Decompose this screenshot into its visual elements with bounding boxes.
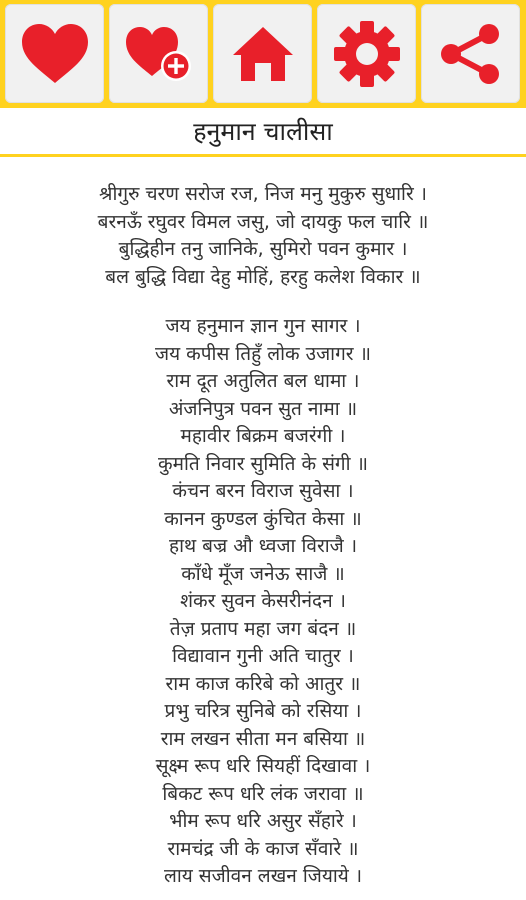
doha-stanza	[0, 181, 526, 291]
favorite-button[interactable]	[5, 4, 104, 103]
title-bar	[0, 108, 526, 154]
chaupai-line: अंजनिपुत्र पवन सुत नामा ॥	[168, 397, 358, 420]
home-icon	[231, 25, 295, 83]
chaupai-line: सूक्ष्म रूप धरि सियहीं दिखावा ।	[155, 755, 371, 777]
chaupai-line: रामचंद्र जी के काज सँवारे ॥	[167, 837, 359, 860]
add-favorite-button[interactable]	[109, 4, 208, 103]
chaupai-line: विद्यावान गुनी अति चातुर ।	[172, 645, 354, 667]
chaupai-line: राम काज करिबे को आतुर ॥	[165, 672, 361, 695]
share-icon	[439, 22, 503, 86]
doha-line: बल बुद्धि विद्या देहु मोहिं, हरहु कलेश विकार ॥	[105, 265, 421, 288]
settings-button[interactable]	[317, 4, 416, 103]
chaupai-line: बिकट रूप धरि लंक जरावा ॥	[162, 782, 364, 805]
chaupai-line: प्रभु चरित्र सुनिबे को रसिया ।	[164, 700, 362, 722]
chaupai-line: राम दूत अतुलित बल धामा ।	[166, 370, 360, 392]
lyrics-content[interactable]	[0, 157, 526, 900]
chaupai-line: कानन कुण्डल कुंचित केसा ॥	[164, 507, 362, 530]
chaupai-line: हाथ बज्र औ ध्वजा विराजै ।	[168, 535, 358, 557]
chaupai-line: महावीर बिक्रम बजरंगी ।	[180, 425, 346, 447]
doha-line: बरनऊँ रघुवर विमल जसु, जो दायकु फल चारि ॥	[97, 210, 429, 233]
chaupai-line: काँधे मूँज जनेऊ साजै ॥	[181, 562, 345, 585]
share-button[interactable]	[421, 4, 520, 103]
chaupai-line: जय कपीस तिहुँ लोक उजागर ॥	[155, 342, 371, 365]
heart-icon	[20, 23, 90, 85]
chaupai-line: भीम रूप धरि असुर सँहारे ।	[169, 810, 357, 832]
doha-line: श्रीगुरु चरण सरोज रज, निज मनु मुकुरु सुधारि ।	[99, 183, 427, 205]
chaupai-line: कंचन बरन विराज सुवेसा ।	[172, 480, 354, 502]
chaupai-line: तेज़ प्रताप महा जग बंदन ॥	[169, 617, 357, 640]
chaupai-line: राम लखन सीता मन बसिया ॥	[160, 727, 366, 750]
toolbar	[0, 0, 526, 108]
gear-icon	[332, 19, 402, 89]
chaupai-stanza	[0, 313, 526, 891]
doha-line: बुद्धिहीन तनु जानिके, सुमिरो पवन कुमार ।	[118, 238, 408, 260]
chaupai-line: कुमति निवार सुमिति के संगी ॥	[158, 452, 368, 475]
chaupai-line: लाय सजीवन लखन जियाये ।	[163, 865, 363, 887]
page-title: हनुमान चालीसा	[193, 117, 333, 146]
chaupai-line: शंकर सुवन केसरीनंदन ।	[180, 590, 346, 612]
heart-plus-icon	[124, 24, 194, 84]
chaupai-line: जय हनुमान ज्ञान गुन सागर ।	[165, 315, 361, 337]
home-button[interactable]	[213, 4, 312, 103]
